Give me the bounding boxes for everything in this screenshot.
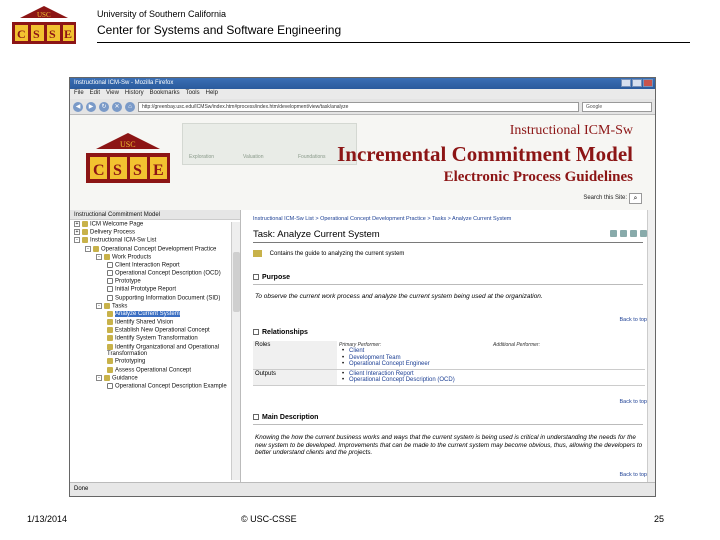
banner-logo-letter-3: S (133, 162, 142, 179)
banner-logo-letter-4: E (153, 162, 164, 179)
section-rule (253, 424, 643, 425)
tree-item[interactable] (70, 335, 240, 342)
print-icon[interactable] (610, 230, 617, 237)
expand-icon[interactable] (630, 230, 637, 237)
menu-view[interactable]: View (106, 90, 119, 96)
purpose-text: To observe the current work process and analyze the current system being used at the organization. (255, 293, 543, 300)
menu-history[interactable]: History (124, 90, 144, 96)
menu-help[interactable]: Help (205, 90, 218, 96)
folder-icon (93, 246, 99, 252)
collapse-icon[interactable]: - (96, 375, 102, 381)
maximize-icon[interactable] (632, 79, 642, 87)
collapse-icon[interactable]: - (85, 246, 91, 252)
banner-line-2: Incremental Commitment Model (337, 142, 633, 166)
site-search-icon[interactable]: ⌕ (629, 193, 642, 204)
main-description-heading-label: Main Description (262, 414, 319, 421)
task-icon (253, 250, 262, 257)
tree-item-label: Operational Concept Development Practice (101, 246, 217, 253)
tree-item-label: Client Interaction Report (115, 262, 180, 269)
collapse-icon[interactable] (640, 230, 647, 237)
tree-item-label: Identify Organizational and Operational Transformation (107, 344, 220, 357)
folder-icon (107, 358, 113, 364)
list-item[interactable]: • Development Team (339, 355, 489, 362)
tree-item-label: Instructional ICM-Sw List (90, 237, 157, 244)
tree-item[interactable] (70, 278, 240, 285)
tree-item-label: Delivery Process (90, 229, 136, 236)
breadcrumb[interactable]: Instructional ICM-Sw List > Operational Concept Development Practice > Tasks > Analyze Current System (253, 216, 512, 222)
tree-item[interactable] (70, 295, 240, 302)
window-title: Instructional ICM-Sw - Mozilla Firefox (74, 80, 174, 86)
content-pane (249, 210, 655, 482)
document-icon (107, 270, 113, 276)
forward-arrow-icon[interactable]: ▶ (86, 102, 96, 112)
tree-item[interactable] (70, 358, 240, 365)
folder-icon (82, 237, 88, 243)
tree-item[interactable] (70, 303, 240, 310)
primary-performer-header: Primary Performer: (339, 342, 382, 348)
folder-icon (107, 367, 113, 373)
logo-letter-1: C (17, 27, 26, 41)
roles-label: Roles (253, 341, 337, 369)
expand-icon[interactable]: + (75, 229, 79, 236)
icm-banner (70, 115, 655, 210)
back-to-top-link[interactable]: Back to top (619, 317, 647, 323)
tree-item[interactable] (70, 262, 240, 269)
tree-item-label: Establish New Operational Concept (115, 327, 210, 334)
banner-line-3: Electronic Process Guidelines (443, 169, 633, 185)
tree-scroll-thumb[interactable] (233, 252, 240, 312)
tree-item-label: Tasks (112, 303, 128, 310)
logo-top: USC (37, 11, 51, 19)
close-icon[interactable] (643, 79, 653, 87)
tree-item-label: ICM Welcome Page (90, 221, 144, 228)
outputs-list (339, 371, 643, 384)
logo-letter-2: S (33, 27, 40, 41)
phase-exploration: Exploration (189, 154, 215, 160)
content-scrollbar[interactable] (647, 210, 655, 482)
tree-item[interactable] (70, 344, 240, 358)
folder-icon (107, 344, 113, 350)
collapse-icon[interactable]: - (96, 254, 102, 260)
banner-usc-csse-logo (82, 129, 174, 185)
additional-performer-cell (491, 341, 645, 369)
header-rule (97, 42, 690, 43)
tree-item[interactable] (70, 311, 240, 318)
tree-items (70, 221, 240, 390)
tree-item[interactable] (70, 229, 240, 236)
status-text: Done (74, 486, 89, 492)
tree-item-label: Operational Concept Description Example (115, 383, 227, 390)
footer-copyright: © USC-CSSE (241, 514, 297, 524)
logo-letter-4: E (64, 27, 73, 41)
main-description-heading[interactable] (253, 414, 318, 421)
folder-icon (82, 229, 88, 235)
folder-icon (104, 303, 110, 309)
folder-icon (107, 327, 113, 333)
tree-item-label: Assess Operational Concept (115, 367, 192, 374)
banner-line-1: Instructional ICM-Sw (509, 123, 633, 138)
tree-item[interactable] (70, 270, 240, 277)
task-title: Task: Analyze Current System (253, 229, 380, 240)
back-arrow-icon[interactable]: ◀ (73, 102, 83, 112)
list-item[interactable]: • Operational Concept Description (OCD) (339, 377, 643, 384)
folder-icon (104, 254, 110, 260)
list-item[interactable]: • Operational Concept Engineer (339, 361, 489, 368)
tree-item-label: Work Products (112, 254, 152, 261)
back-to-top-link[interactable]: Back to top (619, 399, 647, 405)
roles-list (339, 348, 489, 368)
folder-icon (107, 319, 113, 325)
tree-item-label: Guidance (112, 375, 138, 382)
relationships-heading-label: Relationships (262, 329, 308, 336)
list-item[interactable]: • Client Interaction Report (339, 371, 643, 378)
tree-item-label: Identify System Transformation (115, 335, 198, 342)
collapse-icon[interactable]: - (74, 237, 80, 243)
browser-search-input[interactable]: Google (582, 102, 652, 112)
window-controls (621, 79, 653, 87)
phase-foundations: Foundations (298, 154, 326, 160)
tree-item[interactable] (70, 367, 240, 374)
reload-icon[interactable]: ↻ (99, 102, 109, 112)
guide-row (253, 250, 404, 257)
collapse-box-icon[interactable] (253, 274, 259, 280)
home-icon[interactable]: ⌂ (125, 102, 135, 112)
guide-text: Contains the guide to analyzing the current system (269, 251, 405, 258)
center-name: Center for Systems and Software Engineering (97, 23, 342, 37)
document-icon (107, 262, 113, 268)
menu-bar (70, 89, 655, 99)
tree-item[interactable] (70, 383, 240, 390)
collapse-icon[interactable]: - (96, 303, 102, 309)
tree-scrollbar[interactable] (231, 222, 240, 480)
main-description-text: Knowing the how the current business works and ways that the current system is being used is critical in understanding the needs for the new system to be developed. Improvements that can be made to the current system may become obvious, thus, allowing the developers to better understand clients and the projects. (255, 434, 643, 457)
document-icon (107, 383, 113, 389)
tree-item-label: Operational Concept Description (OCD) (115, 270, 221, 277)
site-search-label: Search this Site: (583, 195, 627, 201)
collapse-box-icon[interactable] (253, 329, 259, 335)
relationships-table (253, 341, 645, 386)
browser-window (69, 77, 656, 497)
folder-icon (107, 335, 113, 341)
tree-item-label: Initial Prototype Report (115, 286, 177, 293)
title-rule (253, 242, 643, 243)
window-titlebar (70, 78, 655, 89)
additional-performer-header: Additional Performer: (493, 342, 540, 348)
collapse-box-icon[interactable] (253, 414, 259, 420)
minimize-icon[interactable] (621, 79, 631, 87)
folder-icon (107, 311, 113, 317)
tree-item[interactable] (70, 246, 240, 253)
table-row (253, 341, 645, 369)
stop-icon[interactable]: ✕ (112, 102, 122, 112)
primary-performer-cell (337, 341, 491, 369)
banner-logo-letter-1: C (93, 162, 105, 179)
tree-item[interactable] (70, 221, 240, 228)
status-bar (70, 482, 655, 496)
tree-item-label: Identify Shared Vision (115, 319, 174, 326)
menu-edit[interactable]: Edit (89, 90, 101, 96)
tree-item[interactable] (70, 237, 240, 244)
tree-item-label: Prototyping (115, 358, 146, 365)
menu-bookmarks[interactable]: Bookmarks (149, 90, 180, 96)
tree-item-label: Prototype (115, 278, 141, 285)
nav-toolbar (70, 99, 655, 115)
tree-item[interactable] (70, 327, 240, 334)
folder-icon (104, 375, 110, 381)
list-item[interactable]: • Client (339, 348, 489, 355)
expand-icon[interactable]: + (75, 221, 79, 227)
outputs-cell (337, 369, 645, 385)
tree-header: Instructional Commitment Model (70, 210, 240, 220)
footer-date: 1/13/2014 (27, 514, 68, 524)
phase-valuation: Valuation (243, 154, 264, 160)
document-icon (107, 295, 113, 301)
tree-item-label: Supporting Information Document (SID) (115, 295, 221, 302)
tree-item-label: Analyze Current System (115, 311, 180, 318)
slide-header (0, 0, 720, 48)
purpose-heading-label: Purpose (262, 274, 291, 281)
tree-item[interactable] (70, 254, 240, 261)
outputs-label: Outputs (253, 369, 337, 385)
logo-letter-3: S (49, 27, 56, 41)
section-rule (253, 284, 643, 285)
menu-file[interactable]: File (74, 90, 84, 96)
page-tools (610, 230, 647, 237)
table-row (253, 369, 645, 385)
sync-icon[interactable] (620, 230, 627, 237)
relationships-heading[interactable] (253, 329, 308, 336)
folder-icon (82, 221, 88, 227)
tree-item[interactable] (70, 375, 240, 382)
footer-page-number: 25 (654, 514, 665, 524)
icm-phase-diagram (182, 123, 357, 165)
address-bar[interactable]: http://greenbay.usc.edu/ICMSw/index.htm#process/index.htm/development/view/task/analyze (138, 102, 579, 112)
back-to-top-link[interactable]: Back to top (619, 472, 647, 478)
document-icon (107, 278, 113, 284)
tree-item[interactable] (70, 286, 240, 293)
tree-item[interactable] (70, 319, 240, 326)
navigation-tree (70, 210, 241, 482)
document-icon (107, 286, 113, 292)
purpose-heading[interactable] (253, 274, 290, 281)
menu-tools[interactable]: Tools (185, 90, 200, 96)
usc-csse-logo (6, 4, 82, 46)
banner-logo-top: USC (120, 140, 136, 149)
university-name: University of Southern California (97, 9, 227, 19)
banner-logo-letter-2: S (113, 162, 122, 179)
